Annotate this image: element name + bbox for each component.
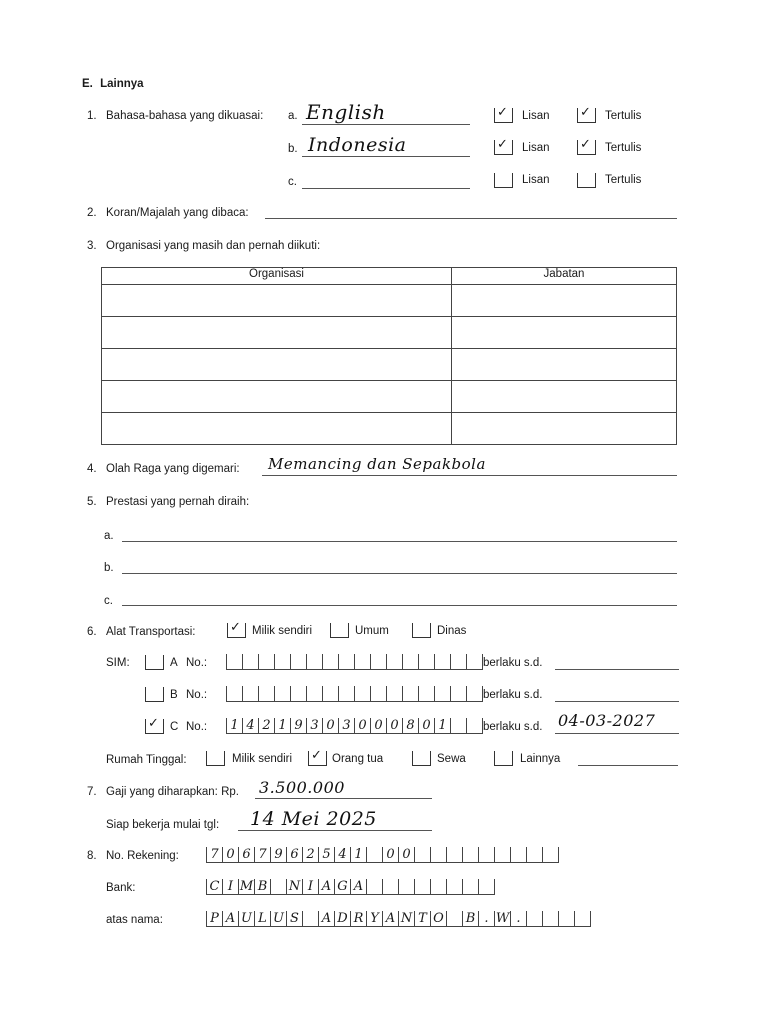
comb-cell: L: [254, 911, 270, 926]
lang-a-tertulis-label: Tertulis: [605, 110, 642, 122]
comb-cell: 6: [286, 847, 302, 862]
comb-cell: [462, 847, 478, 862]
transport-dinas-label: Dinas: [437, 625, 467, 637]
sim-label: SIM:: [106, 657, 130, 669]
section-title: Lainnya: [100, 78, 144, 90]
check-icon: ✓: [311, 747, 322, 762]
lang-c-tertulis-label: Tertulis: [605, 174, 642, 186]
comb-cell: 2: [258, 718, 274, 733]
comb-cell: [338, 686, 354, 701]
comb-cell: 9: [270, 847, 286, 862]
comb-cell: B: [462, 911, 478, 926]
comb-cell: 0: [398, 847, 414, 862]
comb-cell: P: [206, 911, 222, 926]
comb-cell: 0: [354, 718, 370, 733]
comb-cell: [434, 654, 450, 669]
comb-cell: [382, 879, 398, 894]
comb-cell: 0: [418, 718, 434, 733]
col-jabatan: Jabatan: [452, 268, 677, 285]
rumah-ortu-label: Orang tua: [332, 753, 384, 765]
table-cell[interactable]: [452, 285, 677, 317]
comb-cell: R: [350, 911, 366, 926]
q8-number: 8.: [87, 850, 97, 862]
q7-number: 7.: [87, 786, 97, 798]
lang-a-lisan-checkbox[interactable]: [494, 104, 513, 123]
q2-label: Koran/Majalah yang dibaca:: [106, 207, 249, 219]
comb-cell: [402, 654, 418, 669]
q5-label: Prestasi yang pernah diraih:: [106, 496, 250, 508]
q4-label: Olah Raga yang digemari:: [106, 463, 240, 475]
comb-cell: W: [495, 911, 510, 926]
table-cell[interactable]: [452, 413, 677, 445]
lang-c-lisan-checkbox[interactable]: [494, 173, 513, 188]
comb-cell: 0: [370, 718, 386, 733]
comb-cell: [430, 879, 446, 894]
q7-value[interactable]: 3.500.000: [259, 778, 345, 797]
sim-b-checkbox[interactable]: [145, 687, 164, 702]
comb-cell: [542, 847, 559, 862]
lang-a-prefix: a.: [288, 110, 298, 122]
start-date-value[interactable]: 14 Mei 2025: [250, 808, 377, 830]
comb-cell: A: [318, 879, 334, 894]
transport-milik-checkbox[interactable]: [227, 619, 246, 638]
comb-cell: .: [478, 911, 494, 926]
comb-cell: N: [398, 911, 414, 926]
comb-cell: [526, 847, 542, 862]
q1-number: 1.: [87, 110, 97, 122]
comb-cell: [478, 879, 495, 894]
comb-cell: [322, 654, 338, 669]
comb-cell: [258, 686, 274, 701]
comb-cell: [418, 686, 434, 701]
q4-line: [262, 475, 677, 476]
q8-label: No. Rekening:: [106, 850, 179, 862]
comb-cell: [274, 686, 290, 701]
table-cell[interactable]: [452, 381, 677, 413]
comb-cell: 1: [274, 718, 290, 733]
comb-cell: [322, 686, 338, 701]
comb-cell: [478, 847, 494, 862]
comb-cell: [306, 654, 322, 669]
sim-a-checkbox[interactable]: [145, 655, 164, 670]
comb-cell: [242, 686, 258, 701]
col-organisasi: Organisasi: [102, 268, 452, 285]
comb-cell: 7: [206, 847, 222, 862]
comb-cell: [434, 686, 450, 701]
comb-cell: [414, 879, 430, 894]
table-row: [102, 381, 677, 413]
table-cell[interactable]: [102, 349, 452, 381]
comb-cell: [274, 654, 290, 669]
lang-c-tertulis-checkbox[interactable]: [577, 173, 596, 188]
rumah-lainnya-label: Lainnya: [520, 753, 561, 765]
lang-b-prefix: b.: [288, 143, 298, 155]
q5-item-c: c.: [104, 595, 113, 607]
rumah-lainnya-line[interactable]: [578, 765, 678, 766]
comb-cell: [526, 911, 542, 926]
table-row: [102, 285, 677, 317]
comb-cell: 0: [322, 718, 338, 733]
comb-cell: A: [318, 911, 334, 926]
comb-cell: A: [350, 879, 366, 894]
comb-cell: [398, 879, 414, 894]
comb-cell: [462, 879, 478, 894]
comb-cell: [270, 879, 286, 894]
comb-cell: 4: [334, 847, 350, 862]
bank-name-field[interactable]: [206, 879, 495, 895]
comb-cell: [354, 686, 370, 701]
lang-b-line: [302, 156, 470, 157]
sim-b-type: B: [170, 689, 178, 701]
transport-umum-label: Umum: [355, 625, 389, 637]
transport-dinas-checkbox[interactable]: [412, 623, 431, 638]
section-letter: E.: [82, 78, 93, 90]
comb-cell: [386, 686, 402, 701]
comb-cell: [466, 718, 483, 733]
comb-cell: [366, 879, 382, 894]
comb-cell: [446, 879, 462, 894]
comb-cell: A: [222, 911, 238, 926]
sim-c-valid-value[interactable]: 04-03-2027: [558, 711, 656, 730]
comb-cell: 1: [226, 718, 242, 733]
comb-cell: [450, 718, 466, 733]
sim-a-type: A: [170, 657, 178, 669]
comb-cell: [226, 686, 242, 701]
comb-cell: B: [254, 879, 270, 894]
comb-cell: [446, 911, 462, 926]
lang-b-tertulis-checkbox[interactable]: [577, 136, 596, 155]
comb-cell: S: [286, 911, 302, 926]
comb-cell: 7: [254, 847, 270, 862]
comb-cell: [402, 686, 418, 701]
comb-cell: [414, 847, 430, 862]
table-header-row: [102, 268, 677, 285]
lang-a-tertulis-checkbox[interactable]: [577, 104, 596, 123]
check-icon: ✓: [230, 619, 241, 634]
q6-label: Alat Transportasi:: [106, 626, 196, 638]
comb-cell: [494, 847, 510, 862]
q5-line-c[interactable]: [122, 605, 677, 606]
q5-item-a: a.: [104, 530, 114, 542]
rumah-label: Rumah Tinggal:: [106, 754, 187, 766]
comb-cell: U: [238, 911, 254, 926]
transport-milik-label: Milik sendiri: [252, 625, 313, 637]
table-row: [102, 413, 677, 445]
sim-c-valid-line: [555, 733, 679, 734]
q5-line-b[interactable]: [122, 573, 677, 574]
comb-cell: G: [334, 879, 350, 894]
lang-b-tertulis-label: Tertulis: [605, 142, 642, 154]
check-icon: ✓: [497, 136, 508, 151]
comb-cell: 4: [242, 718, 258, 733]
q5-item-b: b.: [104, 562, 114, 574]
comb-cell: [574, 911, 591, 926]
q3-label: Organisasi yang masih dan pernah diikuti:: [106, 240, 321, 252]
rumah-milik-checkbox[interactable]: [206, 751, 225, 766]
rumah-sewa-label: Sewa: [437, 753, 466, 765]
check-icon: ✓: [580, 104, 591, 119]
check-icon: ✓: [148, 715, 159, 730]
comb-cell: 1: [350, 847, 366, 862]
comb-cell: [370, 654, 386, 669]
lang-a-lisan-label: Lisan: [522, 110, 550, 122]
comb-cell: 9: [290, 718, 306, 733]
comb-cell: .: [510, 911, 526, 926]
lang-c-prefix: c.: [288, 176, 297, 188]
transport-umum-checkbox[interactable]: [330, 623, 349, 638]
comb-cell: 0: [222, 847, 238, 862]
q2-line[interactable]: [265, 218, 677, 219]
comb-cell: [450, 686, 466, 701]
q7-label: Gaji yang diharapkan: Rp.: [106, 786, 239, 798]
organization-table: [101, 267, 677, 445]
comb-cell: I: [222, 879, 238, 894]
comb-cell: 3: [338, 718, 354, 733]
rumah-sewa-checkbox[interactable]: [412, 751, 431, 766]
sim-a-valid-line[interactable]: [555, 669, 679, 670]
table-cell[interactable]: [452, 317, 677, 349]
q2-number: 2.: [87, 207, 97, 219]
comb-cell: O: [430, 911, 446, 926]
comb-cell: [302, 911, 318, 926]
sim-c-checkbox[interactable]: [145, 715, 164, 734]
rumah-milik-label: Milik sendiri: [232, 753, 293, 765]
table-cell[interactable]: [102, 413, 452, 445]
account-holder-label: atas nama:: [106, 914, 163, 926]
comb-cell: M: [239, 879, 254, 894]
sim-a-valid-label: berlaku s.d.: [483, 657, 543, 669]
lang-b-lisan-label: Lisan: [522, 142, 550, 154]
comb-cell: 6: [238, 847, 254, 862]
check-icon: ✓: [580, 136, 591, 151]
comb-cell: [242, 654, 258, 669]
q7-line: [255, 798, 432, 799]
sim-c-no-label: No.:: [186, 721, 208, 733]
comb-cell: Y: [366, 911, 382, 926]
table-cell[interactable]: [102, 285, 452, 317]
account-holder-field[interactable]: [206, 911, 591, 927]
comb-cell: U: [270, 911, 286, 926]
start-date-label: Siap bekerja mulai tgl:: [106, 819, 220, 831]
sim-a-no-label: No.:: [186, 657, 208, 669]
table-row: [102, 349, 677, 381]
check-icon: ✓: [497, 104, 508, 119]
comb-cell: [558, 911, 574, 926]
comb-cell: T: [414, 911, 430, 926]
start-date-line: [238, 830, 432, 831]
comb-cell: C: [206, 879, 222, 894]
comb-cell: [450, 654, 466, 669]
sim-a-number-field[interactable]: [226, 654, 483, 670]
rumah-lainnya-checkbox[interactable]: [494, 751, 513, 766]
comb-cell: [510, 847, 526, 862]
sim-c-number-field[interactable]: [226, 718, 483, 734]
comb-cell: 8: [402, 718, 418, 733]
comb-cell: [258, 654, 274, 669]
table-cell[interactable]: [102, 381, 452, 413]
comb-cell: 1: [434, 718, 450, 733]
comb-cell: [542, 911, 558, 926]
comb-cell: [306, 686, 322, 701]
sim-b-valid-line[interactable]: [555, 701, 679, 702]
table-row: [102, 317, 677, 349]
sim-b-no-label: No.:: [186, 689, 208, 701]
comb-cell: [466, 654, 483, 669]
comb-cell: [370, 686, 386, 701]
q5-line-a[interactable]: [122, 541, 677, 542]
rumah-ortu-checkbox[interactable]: [308, 747, 327, 766]
comb-cell: D: [334, 911, 350, 926]
sim-b-number-field[interactable]: [226, 686, 483, 702]
comb-cell: [446, 847, 462, 862]
account-number-field[interactable]: [206, 847, 559, 863]
q6-number: 6.: [87, 626, 97, 638]
section-header: [82, 78, 144, 90]
lang-b-lisan-checkbox[interactable]: [494, 136, 513, 155]
sim-b-valid-label: berlaku s.d.: [483, 689, 543, 701]
lang-c-lisan-label: Lisan: [522, 174, 550, 186]
comb-cell: [430, 847, 446, 862]
sim-c-valid-label: berlaku s.d.: [483, 721, 543, 733]
comb-cell: A: [382, 911, 398, 926]
comb-cell: [290, 654, 306, 669]
comb-cell: 2: [302, 847, 318, 862]
comb-cell: [386, 654, 402, 669]
comb-cell: [366, 847, 382, 862]
comb-cell: N: [286, 879, 302, 894]
comb-cell: [466, 686, 483, 701]
lang-c-line[interactable]: [302, 188, 470, 189]
lang-b-value[interactable]: Indonesia: [308, 134, 407, 156]
comb-cell: 0: [386, 718, 402, 733]
lang-a-value[interactable]: English: [306, 100, 386, 124]
bank-label: Bank:: [106, 882, 136, 894]
sim-c-type: C: [170, 721, 179, 733]
comb-cell: [338, 654, 354, 669]
comb-cell: [354, 654, 370, 669]
comb-cell: 0: [382, 847, 398, 862]
q1-label: Bahasa-bahasa yang dikuasai:: [106, 110, 264, 122]
q4-value[interactable]: Memancing dan Sepakbola: [268, 455, 486, 473]
comb-cell: [226, 654, 242, 669]
q4-number: 4.: [87, 463, 97, 475]
comb-cell: [418, 654, 434, 669]
q5-number: 5.: [87, 496, 97, 508]
comb-cell: [290, 686, 306, 701]
lang-a-line: [302, 124, 470, 125]
comb-cell: 5: [318, 847, 334, 862]
table-cell[interactable]: [102, 317, 452, 349]
table-cell[interactable]: [452, 349, 677, 381]
comb-cell: 3: [306, 718, 322, 733]
comb-cell: I: [302, 879, 318, 894]
q3-number: 3.: [87, 240, 97, 252]
